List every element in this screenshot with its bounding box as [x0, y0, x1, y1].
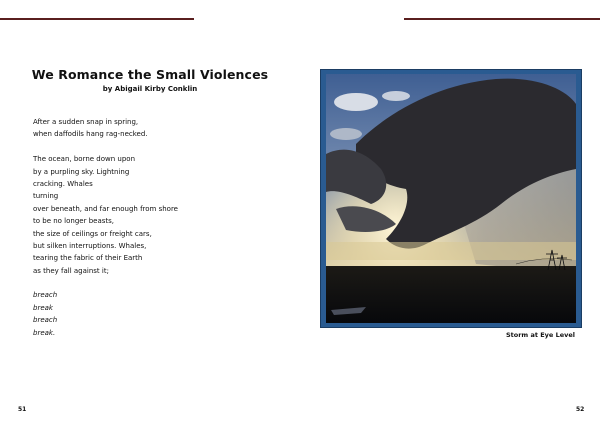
poem-line: turning	[33, 192, 59, 201]
page-number-left: 51	[18, 406, 27, 413]
poem-line: cracking. Whales	[33, 179, 93, 188]
top-rule-left	[0, 18, 194, 20]
poem-line: as they fall against it;	[33, 266, 109, 275]
poem-body	[33, 116, 273, 339]
poem-line: over beneath, and far enough from shore	[33, 204, 178, 213]
poem-line-italic: break	[33, 303, 53, 312]
poem-title: We Romance the Small Violences	[31, 67, 269, 82]
poem-line-italic: break.	[33, 328, 56, 337]
poem-line: tearing the fabric of their Earth	[33, 254, 143, 263]
storm-photo	[326, 74, 576, 323]
poem-line: to be no longer beasts,	[33, 217, 114, 226]
photo-caption: Storm at Eye Level	[505, 331, 575, 339]
poem-line: but silken interruptions. Whales,	[33, 241, 147, 250]
poem-line: The ocean, borne down upon	[33, 155, 136, 164]
poem-line-italic: breach	[33, 316, 58, 325]
poem-byline: by Abigail Kirby Conklin	[102, 85, 198, 93]
poem-line: when daffodils hang rag-necked.	[33, 130, 148, 139]
poem-line: the size of ceilings or freight cars,	[33, 229, 152, 238]
poem-line: After a sudden snap in spring,	[33, 118, 139, 126]
poem-line-italic: breach	[33, 291, 58, 300]
poem-line: by a purpling sky. Lightning	[33, 167, 130, 176]
top-rule-right	[404, 18, 600, 20]
page-number-right: 52	[576, 406, 585, 413]
